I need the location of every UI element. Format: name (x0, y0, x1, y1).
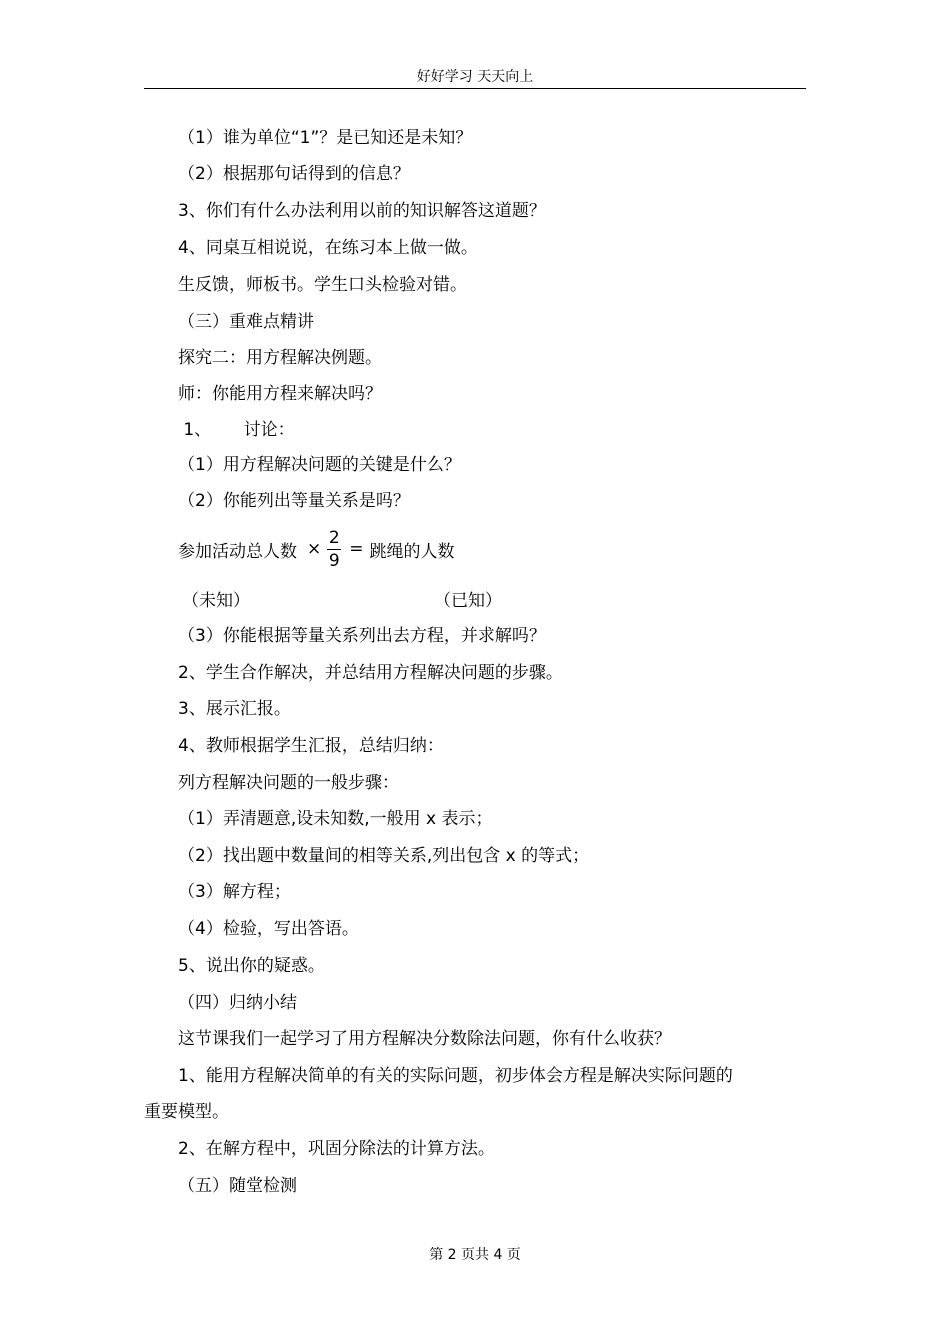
text-line: 4、同桌互相说说，在练习本上做一做。 (178, 238, 478, 258)
text-line: （3）你能根据等量关系列出去方程，并求解吗？ (178, 626, 546, 646)
text-line: 1、能用方程解决简单的有关的实际问题，初步体会方程是解决实际问题的 (178, 1066, 733, 1086)
page-header: 好好学习 天天向上 (416, 69, 534, 85)
equation (178, 526, 455, 572)
text-line: （4）检验，写出答语。 (178, 919, 359, 939)
text-line: （1）用方程解决问题的关键是什么？ (178, 455, 461, 475)
section-heading: （五）随堂检测 (178, 1176, 297, 1196)
text-line: 2、在解方程中，巩固分除法的计算方法。 (178, 1139, 495, 1159)
fraction-numerator: 2 (328, 527, 340, 548)
text-line: （3）解方程； (178, 882, 291, 902)
fraction-denominator: 9 (328, 550, 340, 571)
text-line: 探究二：用方程解决例题。 (178, 348, 382, 368)
text-line: 2、学生合作解决，并总结用方程解决问题的步骤。 (178, 663, 563, 683)
text-line: 这节课我们一起学习了用方程解决分数除法问题，你有什么收获？ (178, 1029, 671, 1049)
fraction-bar (327, 549, 341, 550)
text-line: 师：你能用方程来解决吗？ (178, 384, 382, 404)
section-heading: （四）归纳小结 (178, 993, 297, 1013)
text-line: 5、说出你的疑惑。 (178, 956, 325, 976)
text-line: 4、教师根据学生汇报，总结归纳： (178, 736, 444, 756)
text-line: （2）你能列出等量关系是吗？ (178, 491, 410, 511)
text-line: 重要模型。 (144, 1102, 229, 1122)
text-line: 3、你们有什么办法利用以前的知识解答这道题？ (178, 201, 546, 221)
equals-sign: = (349, 539, 364, 559)
text-line: （1）弄清题意,设未知数,一般用 x 表示； (178, 809, 493, 829)
fraction (327, 528, 341, 571)
section-heading: （三）重难点精讲 (178, 312, 314, 332)
text-line: （1）谁为单位“1”？是已知还是未知？ (178, 128, 473, 148)
text-line: 生反馈，师板书。学生口头检验对错。 (178, 275, 467, 295)
multiply-sign: × (307, 539, 322, 559)
page-footer: 第 2 页共 4 页 (429, 1247, 521, 1263)
text-line: （2）根据那句话得到的信息？ (178, 164, 410, 184)
text-line: 1、 讨论： (178, 420, 295, 440)
header-divider (144, 88, 806, 89)
text-line: 列方程解决问题的一般步骤： (178, 773, 399, 793)
equation-right: 跳绳的人数 (369, 541, 455, 562)
text-line: （2）找出题中数量间的相等关系,列出包含 x 的等式； (178, 846, 590, 866)
equation-left: 参加活动总人数 (178, 541, 297, 562)
label-known: （已知） (434, 591, 502, 611)
label-unknown: （未知） (182, 591, 250, 611)
text-line: 3、展示汇报。 (178, 699, 291, 719)
